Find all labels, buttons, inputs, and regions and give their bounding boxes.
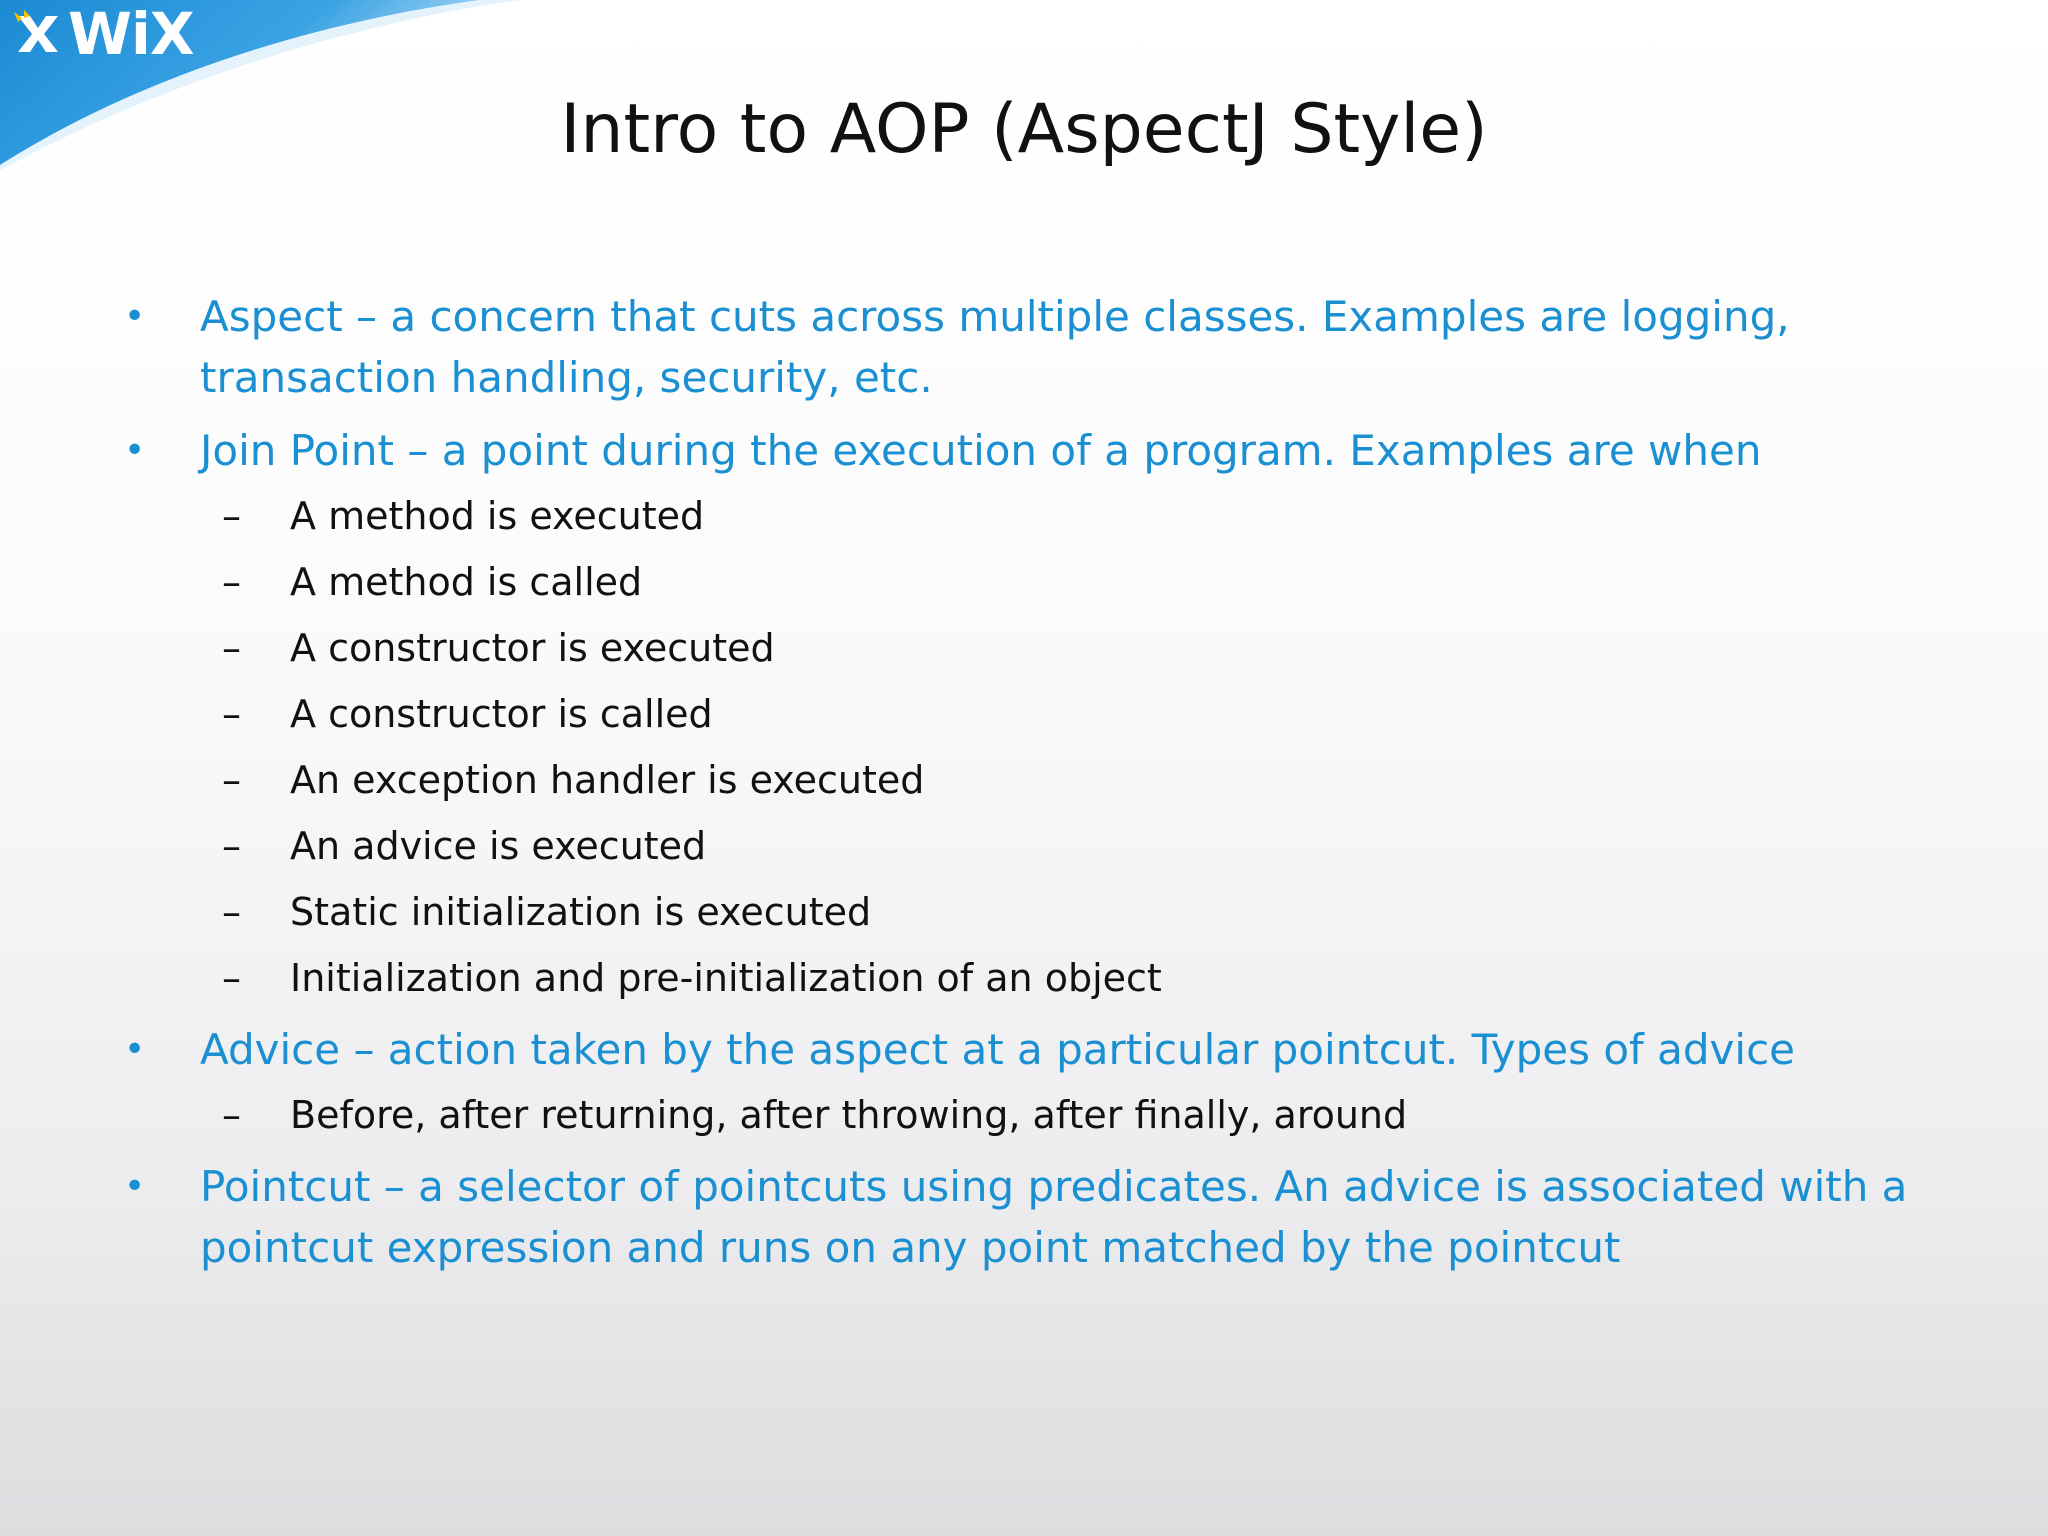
sub-bullet-text: Initialization and pre-initialization of an object [290,956,1162,1000]
bullet-text: Advice – action taken by the aspect at a particular pointcut. Types of advice [200,1025,1796,1074]
sub-bullet [118,1090,1948,1141]
bullet-join-point [118,420,1948,481]
dash-icon: – [222,890,241,934]
sub-bullet [118,887,1948,938]
dash-icon: – [222,494,241,538]
dash-icon: – [222,692,241,736]
sub-bullet [118,557,1948,608]
sub-bullet-text: A method is called [290,560,643,604]
sub-bullet [118,491,1948,542]
sub-bullet-text: An exception handler is executed [290,758,925,802]
bullet-text: Join Point – a point during the execution of a program. Examples are when [200,426,1762,475]
sub-bullet [118,821,1948,872]
bullet-text-line2: pointcut expression and runs on any point matched by the pointcut [200,1223,1621,1272]
sub-bullet [118,755,1948,806]
wix-logo-text: WiX [68,0,194,68]
bullet-pointcut [118,1156,1948,1278]
bullet-icon: • [124,1029,146,1070]
sub-bullet-text: Before, after returning, after throwing, after finally, around [290,1093,1408,1137]
dash-icon: – [222,560,241,604]
bullet-icon: • [124,430,146,471]
slide-content [118,286,1948,1290]
sub-bullet-text: A method is executed [290,494,705,538]
dash-icon: – [222,758,241,802]
join-point-sub-list [118,491,1948,1004]
sub-bullet [118,953,1948,1004]
wix-logo-icon [12,8,64,60]
sub-bullet-text: A constructor is executed [290,626,775,670]
sub-bullet [118,623,1948,674]
sub-bullet [118,689,1948,740]
bullet-aspect [118,286,1948,408]
wix-logo [12,0,194,68]
dash-icon: – [222,1093,241,1137]
bullet-advice [118,1019,1948,1080]
bullet-text-line2: transaction handling, security, etc. [200,353,933,402]
advice-sub-list [118,1090,1948,1141]
dash-icon: – [222,626,241,670]
sub-bullet-text: A constructor is called [290,692,713,736]
bullet-text-line1: Aspect – a concern that cuts across multiple classes. Examples are logging, [200,292,1790,341]
bullet-icon: • [124,1166,146,1207]
dash-icon: – [222,956,241,1000]
bullet-text-line1: Pointcut – a selector of pointcuts using predicates. An advice is associated with a [200,1162,1908,1211]
slide-title: Intro to AOP (AspectJ Style) [560,90,1488,169]
sub-bullet-text: Static initialization is executed [290,890,872,934]
dash-icon: – [222,824,241,868]
sub-bullet-text: An advice is executed [290,824,707,868]
bullet-icon: • [124,296,146,337]
